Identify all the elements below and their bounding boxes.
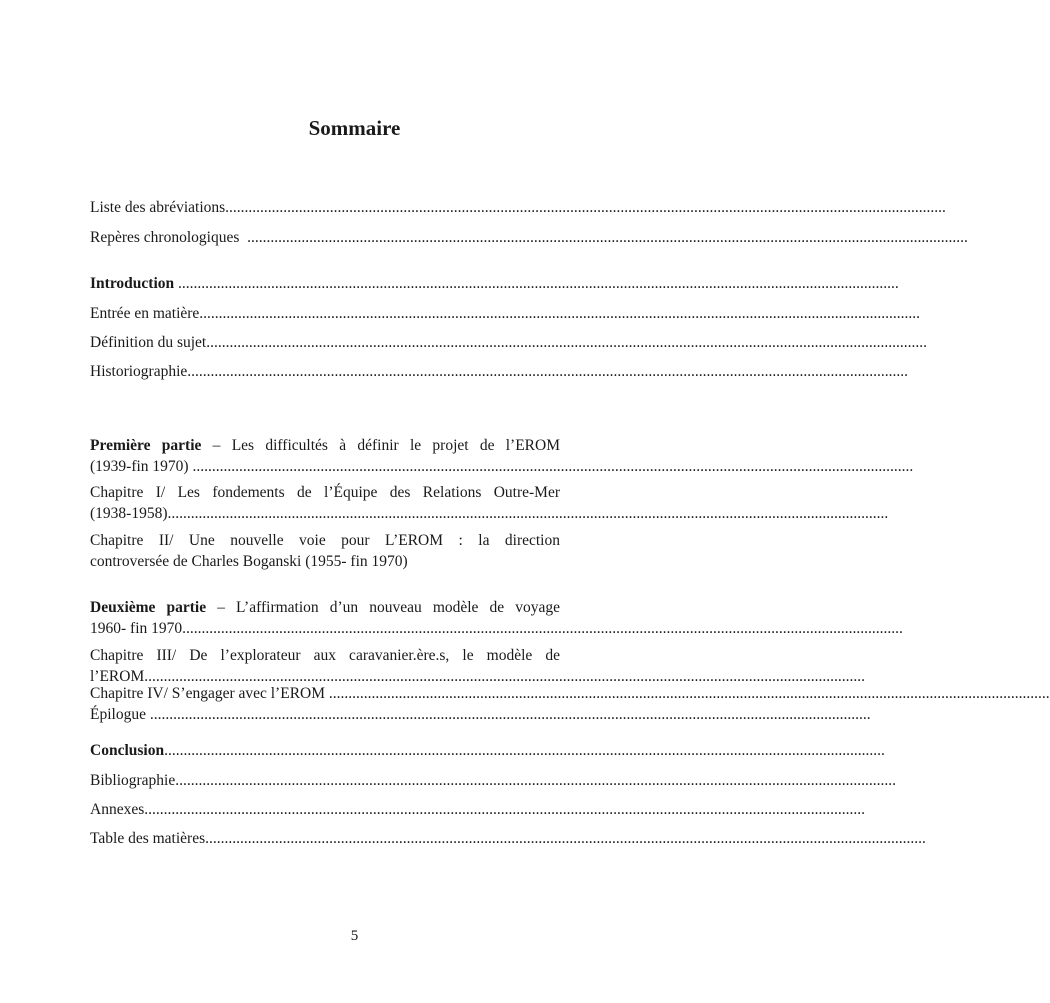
toc-entry-abbreviations[interactable] <box>90 197 946 218</box>
toc-entry-chapter-1[interactable] <box>90 482 889 524</box>
dot-leader: .......................................................................................................................................................................................... <box>175 772 896 789</box>
toc-entry-chronology[interactable] <box>90 227 968 248</box>
dot-leader: .......................................................................................................................................................................................... <box>149 706 871 723</box>
toc-label: Chapitre IV/ S’engager avec l’EROM <box>90 685 326 702</box>
toc-label: Historiographie <box>90 363 188 380</box>
dot-leader: .......................................................................................................................................................................................... <box>199 305 921 322</box>
toc-entry-introduction[interactable] <box>90 273 899 294</box>
dot-leader: .......................................................................................................................................................................................... <box>167 505 889 522</box>
dot-leader: .......................................................................................................................................................................................... <box>205 830 926 847</box>
toc-label: (1938-1958) <box>90 505 168 522</box>
toc-entry-table[interactable] <box>90 828 926 849</box>
toc-line <box>90 503 889 524</box>
dot-leader: .......................................................................................................................................................................................... <box>225 199 946 216</box>
toc-entry-conclusion[interactable] <box>90 740 885 761</box>
toc-entry-part2[interactable] <box>90 597 903 639</box>
toc-label: Table des matières <box>90 830 206 847</box>
dot-leader: .......................................................................................................................................................................................... <box>192 458 914 475</box>
toc-label: (1939-fin 1970) <box>90 458 189 475</box>
part-label: Première partie <box>90 437 202 454</box>
dot-leader: .......................................................................................................................................................................................... <box>247 229 968 246</box>
toc-label: 1960- fin 1970 <box>90 620 183 637</box>
dot-leader: .......................................................................................................................................................................................... <box>144 801 865 818</box>
toc-label: Liste des abréviations <box>90 199 226 216</box>
page-number: 5 <box>350 928 359 944</box>
dot-leader: .......................................................................................................................................................................................... <box>206 334 927 351</box>
toc-label: Épilogue <box>90 706 146 723</box>
toc-entry-chapter-4[interactable] <box>90 683 1050 704</box>
toc-label: l’EROM <box>90 668 145 685</box>
dot-leader: .......................................................................................................................................................................................... <box>328 685 1050 702</box>
toc-entry-chapter-3[interactable] <box>90 645 865 687</box>
toc-line: controversée de Charles Boganski (1955- fin 1970) <box>90 553 408 570</box>
part-label: Deuxième partie <box>90 599 207 616</box>
toc-label: Définition du sujet <box>90 334 207 351</box>
toc-line <box>90 435 560 456</box>
toc-line: Chapitre I/ Les fondements de l’Équipe des Relations Outre-Mer <box>90 484 560 501</box>
toc-label: Repères chronologiques <box>90 229 240 246</box>
toc-line <box>90 597 560 618</box>
dot-leader: .......................................................................................................................................................................................... <box>182 620 903 637</box>
toc-label: Conclusion <box>90 742 165 759</box>
toc-label: Entrée en matière <box>90 305 200 322</box>
toc-label: Introduction <box>90 275 175 292</box>
toc-line: Chapitre II/ Une nouvelle voie pour L’EROM : la direction <box>90 532 560 549</box>
toc-entry-definition[interactable] <box>90 332 927 353</box>
part-title: – L’affirmation d’un nouveau modèle de voyage <box>206 599 560 616</box>
toc-entry-annexes[interactable] <box>90 799 865 820</box>
toc-entry-bibliographie[interactable] <box>90 770 896 791</box>
toc-entry-chapter-2[interactable] <box>90 530 560 572</box>
toc-label: Annexes <box>90 801 145 818</box>
toc-entry-entree[interactable] <box>90 303 921 324</box>
toc-entry-historiographie[interactable] <box>90 361 909 382</box>
dot-leader: .......................................................................................................................................................................................... <box>144 668 865 685</box>
dot-leader: .......................................................................................................................................................................................... <box>187 363 909 380</box>
toc-line <box>90 456 914 477</box>
dot-leader: .......................................................................................................................................................................................... <box>178 275 899 292</box>
dot-leader: .......................................................................................................................................................................................... <box>164 742 885 759</box>
page-title: Sommaire <box>308 116 401 140</box>
toc-entry-epilogue[interactable] <box>90 704 871 725</box>
toc-entry-part1[interactable] <box>90 435 914 477</box>
toc-line <box>90 618 903 639</box>
toc-label: Bibliographie <box>90 772 176 789</box>
toc-line: Chapitre III/ De l’explorateur aux caravanier.ère.s, le modèle de <box>90 647 560 664</box>
part-title: – Les difficultés à définir le projet de l’EROM <box>201 437 561 454</box>
